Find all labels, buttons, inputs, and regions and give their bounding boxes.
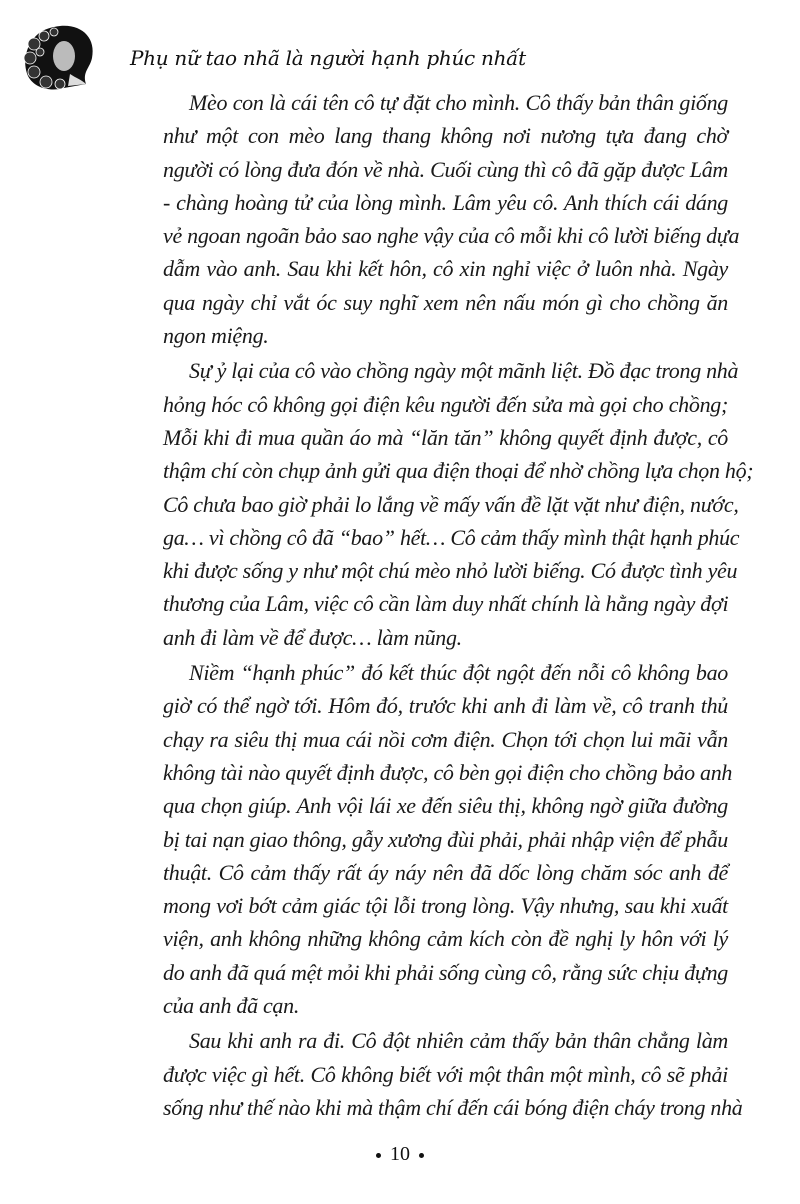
page-number (0, 1141, 800, 1167)
text-line: khi được sống y như một chú mèo nhỏ lười biếng. Có được tình yêu (163, 558, 738, 584)
page-body (163, 86, 754, 1126)
paragraph (163, 656, 733, 1022)
paragraph (163, 86, 740, 352)
text-line: thậm chí còn chụp ảnh gửi qua điện thoại để nhờ chồng lựa chọn hộ; (163, 458, 754, 484)
text-line: dẫm vào anh. Sau khi kết hôn, cô xin nghỉ việc ở luôn nhà. Ngày (163, 256, 728, 282)
text-line: bị tai nạn giao thông, gẫy xương đùi phải, phải nhập viện để phẫu (163, 826, 728, 852)
text-line: qua ngày chỉ vắt óc suy nghĩ xem nên nấu món gì cho chồng ăn (163, 289, 728, 315)
woman-silhouette-logo-icon (20, 22, 100, 94)
text-line: Sự ỷ lại của cô vào chồng ngày một mãnh liệt. Đồ đạc trong nhà (189, 358, 739, 384)
text-line: Mỗi khi đi mua quần áo mà “lăn tăn” không quyết định được, cô (163, 424, 728, 450)
bullet-dot-icon (376, 1153, 381, 1158)
text-line: hỏng hóc cô không gọi điện kêu người đến sửa mà gọi cho chồng; (163, 391, 728, 417)
text-line: anh đi làm về để được… làm nũng. (163, 624, 462, 650)
text-line: Sau khi anh ra đi. Cô đột nhiên cảm thấy bản thân chẳng làm (189, 1028, 728, 1054)
paragraph (163, 1024, 743, 1124)
text-line: Mèo con là cái tên cô tự đặt cho mình. Cô thấy bản thân giống (189, 90, 728, 115)
text-line: vẻ ngoan ngoãn bảo sao nghe vậy của cô mỗi khi cô lười biếng dựa (163, 223, 740, 249)
text-line: không tài nào quyết định được, cô bèn gọi điện cho chồng bảo anh (163, 759, 733, 785)
text-line: Cô chưa bao giờ phải lo lắng về mấy vấn đề lặt vặt như điện, nước, (163, 491, 739, 517)
text-line: - chàng hoàng tử của lòng mình. Lâm yêu cô. Anh thích cái dáng (163, 189, 728, 215)
text-line: thuật. Cô cảm thấy rất áy náy nên đã dốc lòng chăm sóc anh để (163, 859, 728, 885)
text-line: Niềm “hạnh phúc” đó kết thúc đột ngột đến nỗi cô không bao (189, 660, 728, 686)
bullet-dot-icon (419, 1153, 424, 1158)
running-header-title: Phụ nữ tao nhã là người hạnh phúc nhất (130, 46, 526, 70)
text-line: do anh đã quá mệt mỏi khi phải sống cùng cô, rằng sức chịu đựng (163, 959, 728, 985)
text-line: chạy ra siêu thị mua cái nồi cơm điện. Chọn tới chọn lui mãi vẫn (163, 726, 728, 752)
text-line: giờ có thể ngờ tới. Hôm đó, trước khi anh đi làm về, cô tranh thủ (163, 693, 728, 719)
text-line: người có lòng đưa đón về nhà. Cuối cùng thì cô đã gặp được Lâm (163, 156, 728, 182)
text-line: viện, anh không những không cảm kích còn đề nghị ly hôn với lý (163, 926, 728, 952)
running-header (20, 22, 526, 94)
text-line: được việc gì hết. Cô không biết với một thân một mình, cô sẽ phải (163, 1061, 728, 1087)
text-line: mong vơi bớt cảm giác tội lỗi trong lòng. Vậy nhưng, sau khi xuất (163, 893, 728, 919)
text-line: như một con mèo lang thang không nơi nương tựa đang chờ (163, 123, 728, 149)
page-number-text: 10 (390, 1143, 410, 1165)
text-line: thương của Lâm, việc cô cần làm duy nhất chính là hằng ngày đợi (163, 591, 729, 617)
text-line: ga… vì chồng cô đã “bao” hết… Cô cảm thấy mình thật hạnh phúc (163, 524, 740, 550)
text-line: của anh đã cạn. (163, 993, 300, 1019)
text-line: qua chọn giúp. Anh vội lái xe đến siêu thị, không ngờ giữa đường (163, 793, 728, 819)
text-line: ngon miệng. (163, 323, 269, 349)
text-line: sống như thế nào khi mà thậm chí đến cái bóng điện cháy trong nhà (163, 1094, 743, 1120)
paragraph (163, 354, 754, 654)
